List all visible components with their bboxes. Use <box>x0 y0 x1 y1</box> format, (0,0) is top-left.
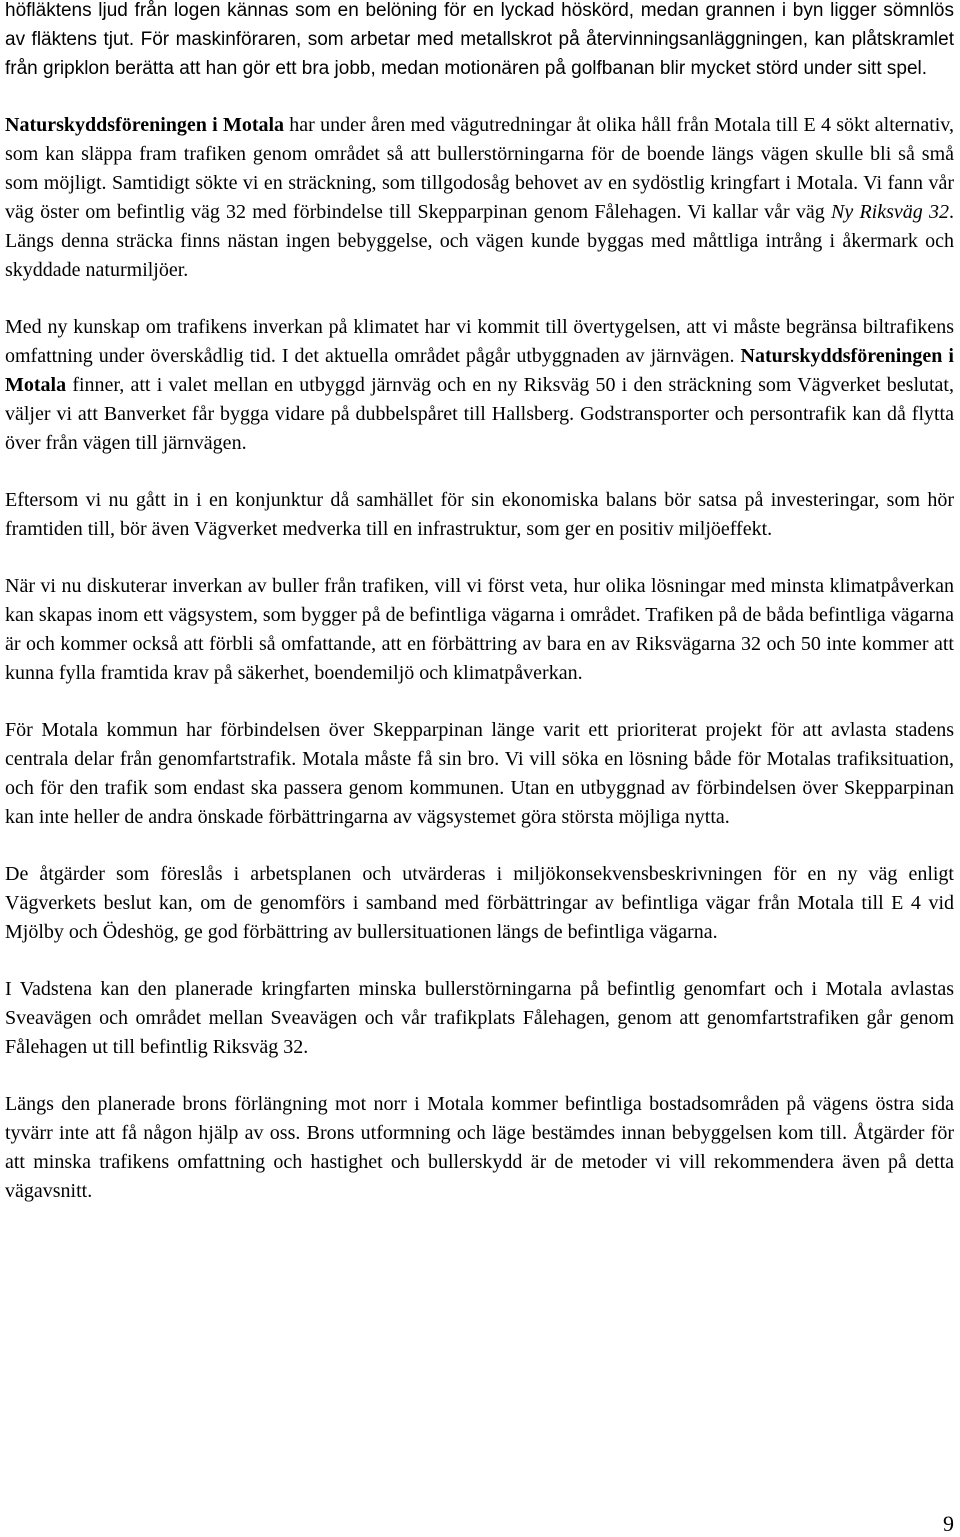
paragraph-measures <box>5 860 954 947</box>
organization-name: Naturskyddsföreningen i Motala <box>5 114 285 136</box>
paragraph-text: Eftersom vi nu gått in i en konjunktur då samhället för sin ekonomiska balans bör satsa på investeringar, som hör framtiden till, bör även Vägverket medverka till en infrastruktur, som ger en positiv miljöeffekt. <box>5 489 954 540</box>
paragraph-text: För Motala kommun har förbindelsen över Skepparpinan länge varit ett prioriterat projekt för att avlasta stadens centrala delar från genomfartstrafik. Motala måste få sin bro. Vi vill söka en lösning både för Motalas trafiksituation, och för den trafik som endast ska passera genom kommunen. Utan en utbyggnad av förbindelsen över Skepparpinan kan inte heller de andra önskade förbättringarna av vägsystemet göra största möjliga nytta. <box>5 719 954 828</box>
paragraph-bridge-extension <box>5 1090 954 1206</box>
paragraph-noise-solutions <box>5 572 954 688</box>
page-number: 9 <box>943 1511 954 1536</box>
paragraph-text: finner, att i valet mellan en utbyggd järnväg och en ny Riksväg 50 i den sträckning som Vägverket beslutat, väljer vi att Banverket får bygga vidare på dubbelspåret till Hallsberg. Godstransporter och persontrafik kan då flytta över från vägen till järnvägen. <box>5 374 954 454</box>
paragraph-vadstena <box>5 975 954 1062</box>
paragraph-climate <box>5 313 954 458</box>
paragraph-gap <box>5 832 954 860</box>
paragraph-gap <box>5 285 954 313</box>
paragraph-text: De åtgärder som föreslås i arbetsplanen och utvärderas i miljökonsekvensbeskrivningen för en ny väg enligt Vägverkets beslut kan, om de genomförs i samband med förbättringar av befintliga vägar från Motala till E 4 vid Mjölby och Ödeshög, ge god förbättring av bullersituationen längs de befintliga vägarna. <box>5 863 954 943</box>
paragraph-skepparpinan <box>5 716 954 832</box>
paragraph-text: När vi nu diskuterar inverkan av buller från trafiken, vill vi först veta, hur olika lösningar med minsta klimatpåverkan kan skapas inom ett vägsystem, som bygger på de befintliga vägarna i området. Trafiken på de båda befintliga vägarna är och kommer också att förbli så omfattande, att en förbättring av bara en av Riksvägarna 32 och 50 inte kommer att kunna fylla framtida krav på säkerhet, boendemiljö och klimatpåverkan. <box>5 575 954 684</box>
paragraph-gap <box>5 83 954 111</box>
paragraph-gap <box>5 947 954 975</box>
paragraph-gap <box>5 458 954 486</box>
paragraph-gap <box>5 688 954 716</box>
organization-name: Naturskyddsföreningen i Motala <box>5 345 954 396</box>
paragraph-text: Längs den planerade brons förlängning mot norr i Motala kommer befintliga bostadsområden på vägens östra sida tyvärr inte att få någon hjälp av oss. Brons utformning och läge bestämdes innan bebyggelsen kom till. Åtgärder för att minska trafikens omfattning och hastighet och bullerskydd är de metoder vi vill rekommendera även på detta vägavsnitt. <box>5 1093 954 1202</box>
paragraph-naturskydd-alternatives <box>5 111 954 285</box>
paragraph-gap <box>5 544 954 572</box>
paragraph-text: har under åren med vägutredningar åt olika håll från Motala till E 4 sökt alternativ, som kan släppa fram trafiken genom området så att bullerstörningarna för de boende längs vägen skulle bli så små som möjligt. Samtidigt sökte vi en sträckning, som tillgodosåg behovet av en sydöstlig kringfart i Motala. Vi fann vår väg öster om befintlig väg 32 med förbindelse till Skepparpinan genom Fålehagen. Vi kallar vår väg <box>5 114 955 223</box>
paragraph-text: Med ny kunskap om trafikens inverkan på klimatet har vi kommit till övertygelsen, att vi måste begränsa biltrafikens omfattning under överskådlig tid. I det aktuella området pågår utbyggnaden av järnvägen. <box>5 316 954 367</box>
paragraph-text: höfläktens ljud från logen kännas som en belöning för en lyckad höskörd, medan grannen i byn ligger sömnlös av fläktens tjut. För maskinföraren, som arbetar med metallskrot på återvinningsanläggningen, kan plåtskramlet från gripklon berätta att han gör ett bra jobb, medan motionären på golfbanan blir mycket störd under sitt spel. <box>5 0 954 79</box>
paragraph-investments <box>5 486 954 544</box>
paragraph-text: I Vadstena kan den planerade kringfarten minska bullerstörningarna på befintlig genomfart och i Motala avlastas Sveavägen och området mellan Sveavägen och vår trafikplats Fålehagen, genom att genomfartstrafiken går genom Fålehagen ut till befintlig Riksväg 32. <box>5 978 954 1058</box>
paragraph-text: . Längs denna sträcka finns nästan ingen bebyggelse, och vägen kunde byggas med måttliga intrång i åkermark och skyddade naturmiljöer. <box>5 201 954 281</box>
road-name: Ny Riksväg 32 <box>831 201 949 223</box>
paragraph-intro <box>5 0 954 83</box>
paragraph-gap <box>5 1062 954 1090</box>
